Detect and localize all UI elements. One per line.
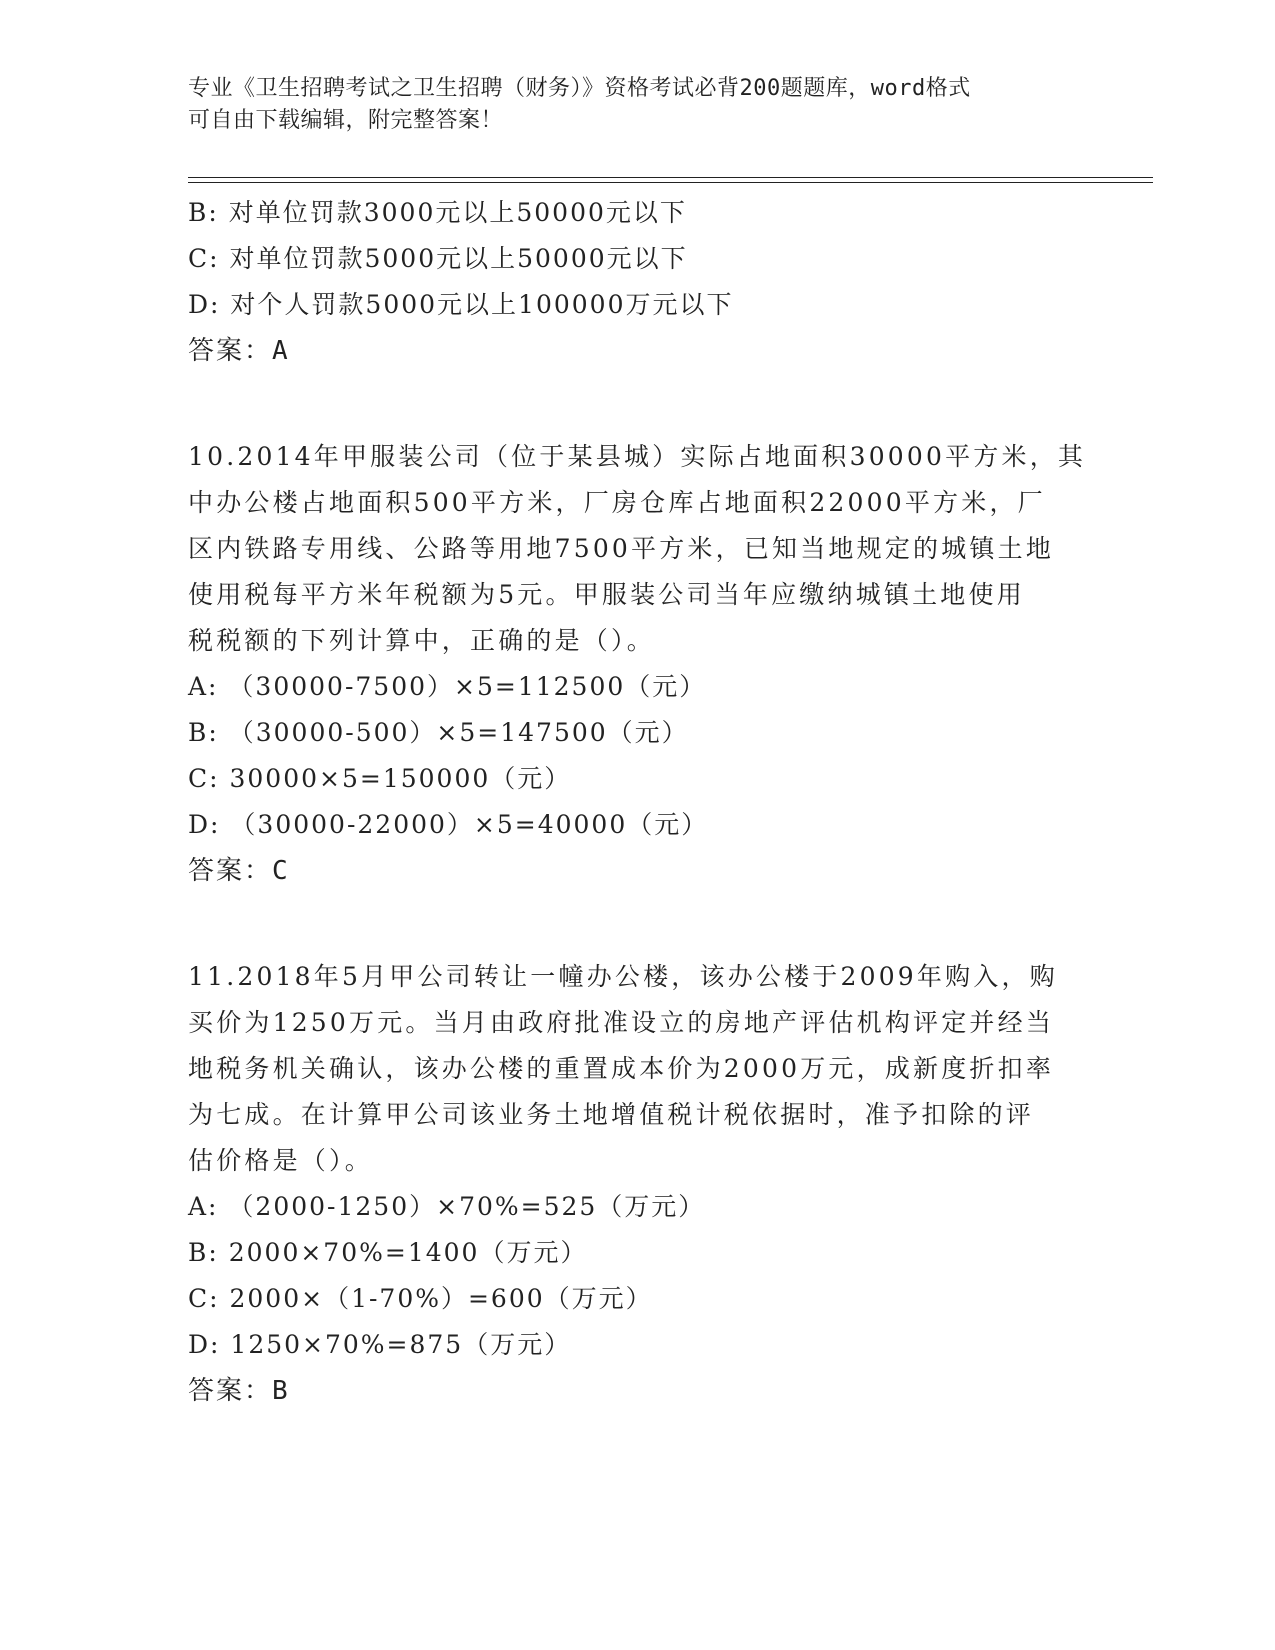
option-b: B: （30000-500）×5=147500（元） [188, 718, 689, 747]
option-c: C: 30000×5=150000（元） [188, 764, 572, 793]
header-divider-bottom [188, 182, 1153, 183]
answer-label: 答案：A [188, 336, 290, 366]
question-stem-line: 10.2014年甲服装公司（位于某县城）实际占地面积30000平方米，其 [188, 442, 1087, 471]
option-b: B: 2000×70%=1400（万元） [188, 1238, 588, 1267]
option-d: D: （30000-22000）×5=40000（元） [188, 810, 709, 839]
header-title-line-2: 可自由下载编辑，附完整答案！ [188, 108, 504, 133]
question-stem-line: 区内铁路专用线、公路等用地7500平方米，已知当地规定的城镇土地 [188, 534, 1055, 563]
question-stem-line: 买价为1250万元。当月由政府批准设立的房地产评估机构评定并经当 [188, 1008, 1055, 1037]
question-content [188, 190, 1088, 1414]
option-d: D: 1250×70%=875（万元） [188, 1330, 572, 1359]
question-stem-line: 税税额的下列计算中，正确的是（）。 [188, 626, 655, 655]
question-stem-line: 地税务机关确认，该办公楼的重置成本价为2000万元，成新度折扣率 [188, 1054, 1055, 1083]
option-b: B: 对单位罚款3000元以上50000元以下 [188, 198, 687, 227]
document-header [188, 73, 1068, 137]
option-a: A: （2000-1250）×70%=525（万元） [188, 1192, 706, 1221]
previous-question-block [188, 190, 1088, 374]
question-stem-line: 11.2018年5月甲公司转让一幢办公楼，该办公楼于2009年购入，购 [188, 962, 1058, 991]
question-stem-line: 中办公楼占地面积500平方米，厂房仓库占地面积22000平方米，厂 [188, 488, 1046, 517]
question-spacer [188, 894, 1088, 954]
question-10-block [188, 434, 1088, 894]
option-a: A: （30000-7500）×5=112500（元） [188, 672, 707, 701]
question-stem-line: 使用税每平方米年税额为5元。甲服装公司当年应缴纳城镇土地使用 [188, 580, 1025, 609]
option-c: C: 2000×（1-70%）=600（万元） [188, 1284, 653, 1313]
option-c: C: 对单位罚款5000元以上50000元以下 [188, 244, 688, 273]
question-stem-line: 为七成。在计算甲公司该业务土地增值税计税依据时，准予扣除的评 [188, 1100, 1035, 1129]
header-title-line-1: 专业《卫生招聘考试之卫生招聘（财务）》资格考试必背200题题库，word格式 [188, 76, 971, 101]
question-stem-line: 估价格是（）。 [188, 1146, 373, 1175]
question-11-block [188, 954, 1088, 1414]
question-spacer [188, 374, 1088, 434]
header-divider-top [188, 177, 1153, 178]
option-d: D: 对个人罚款5000元以上100000万元以下 [188, 290, 734, 319]
answer-label: 答案：C [188, 856, 290, 886]
answer-label: 答案：B [188, 1376, 290, 1406]
